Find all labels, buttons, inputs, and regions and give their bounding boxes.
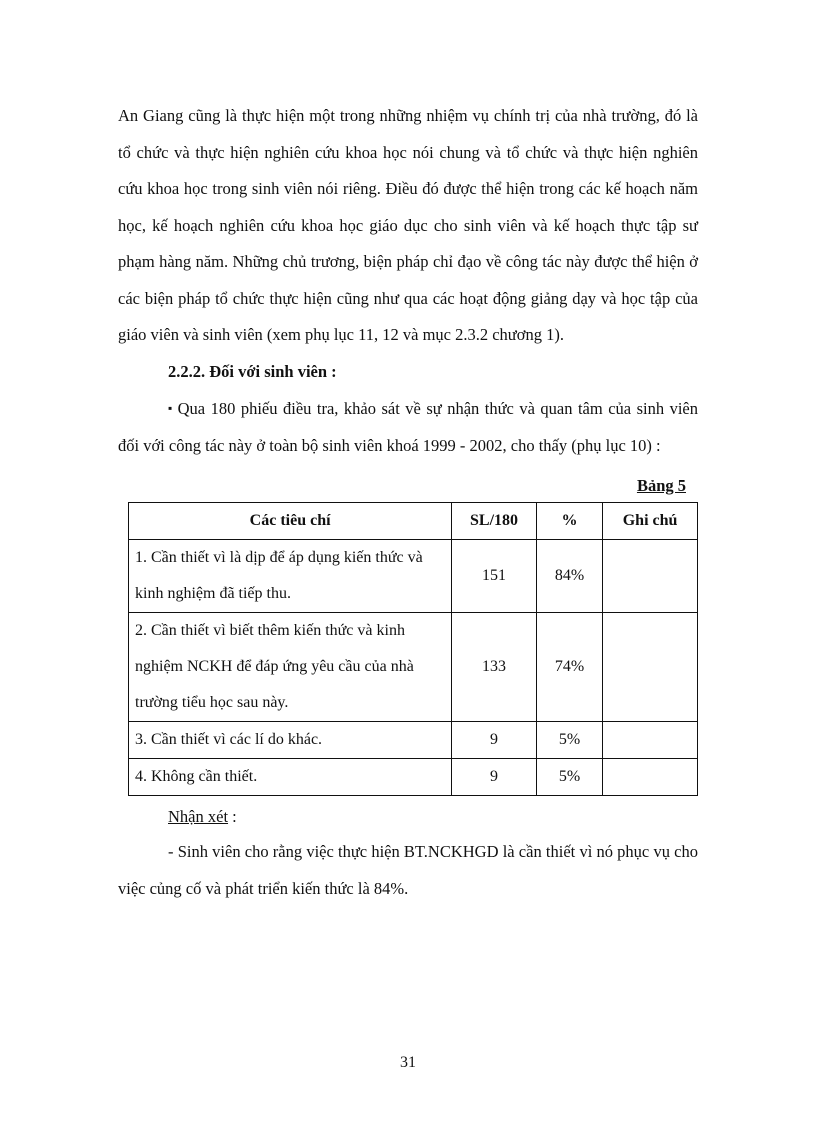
bullet-square-icon: ▪ [168, 401, 174, 415]
header-criteria: Các tiêu chí [129, 503, 452, 540]
row-count: 9 [452, 759, 537, 796]
row-criterion: 2. Cần thiết vì biết thêm kiến thức và kinh nghiệm NCKH để đáp ứng yêu cầu của nhà trường tiểu học sau này. [129, 613, 452, 722]
table-row [129, 759, 698, 796]
row-percent: 5% [536, 759, 602, 796]
remark-suffix: : [228, 807, 237, 826]
table-row [129, 613, 698, 722]
row-percent: 84% [536, 540, 602, 613]
row-criterion: 3. Cần thiết vì các lí do khác. [129, 722, 452, 759]
table-label: Bảng 5 [636, 476, 686, 495]
header-percent: % [536, 503, 602, 540]
row-note [603, 722, 698, 759]
table-row [129, 722, 698, 759]
row-note [603, 540, 698, 613]
survey-table [128, 502, 698, 796]
header-count: SL/180 [452, 503, 537, 540]
remark-text: - Sinh viên cho rằng việc thực hiện BT.NCKHGD là cần thiết vì nó phục vụ cho việc củng cố và phát triển kiến thức là 84%. [118, 842, 698, 898]
row-percent: 74% [536, 613, 602, 722]
page-number: 31 [400, 1054, 416, 1071]
row-percent: 5% [536, 722, 602, 759]
bullet-text: Qua 180 phiếu điều tra, khảo sát về sự nhận thức và quan tâm của sinh viên đối với công tác này ở toàn bộ sinh viên khoá 1999 - 2002, cho thấy (phụ lục 10) : [118, 399, 698, 455]
body-paragraph: An Giang cũng là thực hiện một trong những nhiệm vụ chính trị của nhà trường, đó là tổ chức và thực hiện nghiên cứu khoa học nói chung và tổ chức và thực hiện nghiên cứu khoa học trong sinh viên nói riêng. Điều đó được thể hiện trong các kế hoạch năm học, kế hoạch nghiên cứu khoa học giáo dục cho sinh viên và kế hoạch thực tập sư phạm hàng năm. Những chủ trương, biện pháp chỉ đạo về công tác này được thể hiện ở các biện pháp tổ chức thực hiện cũng như qua các hoạt động giảng dạy và học tập của giáo viên và sinh viên (xem phụ lục 11, 12 và mục 2.3.2 chương 1). [118, 106, 698, 344]
row-note [603, 613, 698, 722]
table-header-row [129, 503, 698, 540]
row-count: 9 [452, 722, 537, 759]
row-note [603, 759, 698, 796]
row-count: 133 [452, 613, 537, 722]
table-row [129, 540, 698, 613]
section-heading: 2.2.2. Đối với sinh viên : [168, 361, 337, 381]
bullet-paragraph [118, 390, 698, 464]
remark-heading [118, 800, 698, 834]
row-criterion: 4. Không cần thiết. [129, 759, 452, 796]
document-page [118, 98, 698, 907]
row-criterion: 1. Cần thiết vì là dịp để áp dụng kiến thức và kinh nghiệm đã tiếp thu. [129, 540, 452, 613]
remark-label: Nhận xét [168, 807, 229, 826]
row-count: 151 [452, 540, 537, 613]
header-note: Ghi chú [603, 503, 698, 540]
